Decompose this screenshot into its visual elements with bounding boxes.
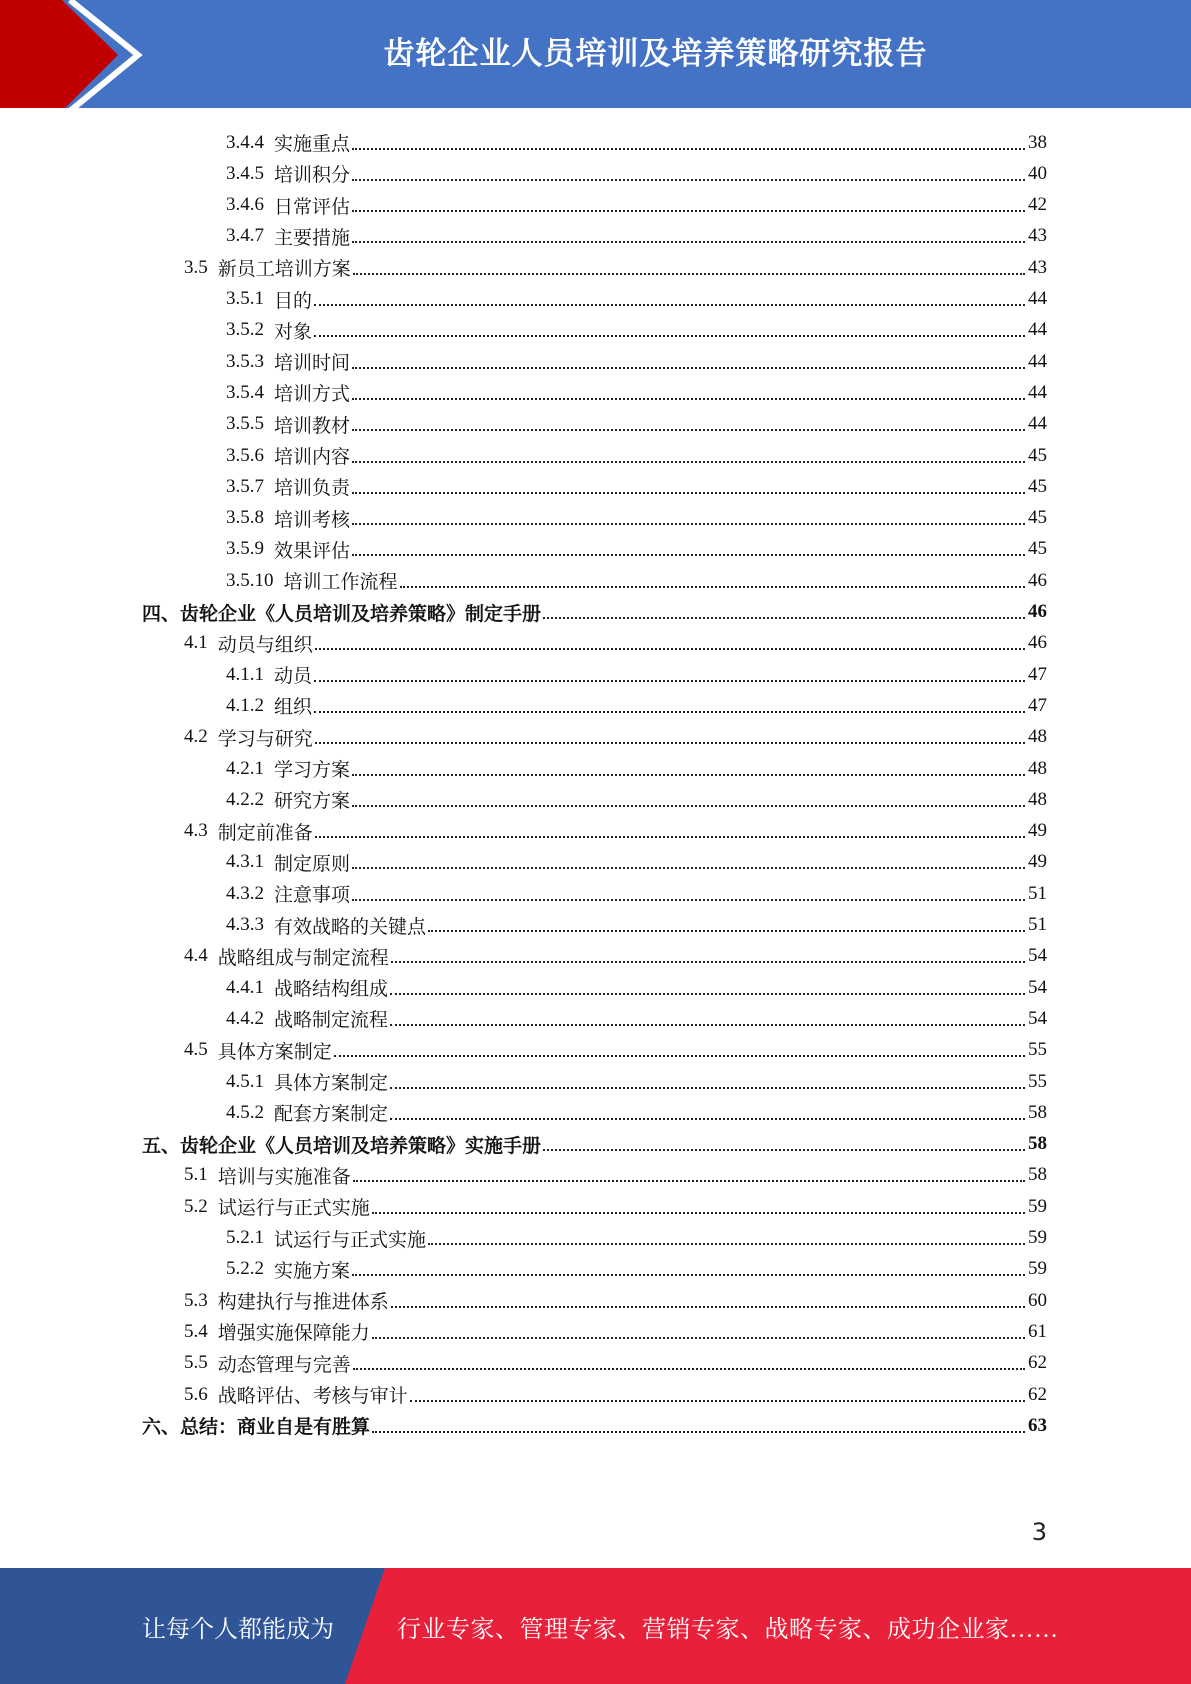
toc-entry-number: 5.4 [184,1320,208,1342]
toc-dot-leader [315,648,1025,650]
toc-entry-title: 培训方式 [274,384,351,406]
toc-entry-page: 49 [1028,851,1047,873]
toc-dot-leader [334,1055,1025,1057]
toc-dot-leader [352,179,1025,181]
toc-dot-leader [315,836,1025,838]
toc-entry-number: 5.2.1 [226,1227,264,1248]
toc-dot-leader [314,304,1025,306]
toc-entry-number: 4.3 [184,820,208,842]
toc-entry[interactable] [184,628,1047,659]
toc-dot-leader [352,554,1025,556]
toc-entry-title: 培训积分 [274,165,351,187]
toc-entry-title: 实施方案 [274,1260,351,1282]
toc-entry-page: 48 [1028,788,1047,810]
toc-entry-title: 组织 [274,697,313,719]
toc-entry-page: 61 [1028,1320,1047,1342]
toc-entry-number: 5.1 [184,1164,208,1186]
toc-entry-page: 44 [1028,350,1047,372]
toc-entry-page: 48 [1028,726,1047,748]
toc-entry-title: 培训与实施准备 [217,1166,351,1188]
toc-entry-number: 4.5 [184,1039,208,1061]
toc-entry-title: 实施重点 [274,134,351,155]
toc-entry-title: 培训时间 [274,353,351,375]
toc-entry-page: 49 [1028,820,1047,842]
toc-entry[interactable] [226,753,1047,784]
toc-dot-leader [372,1337,1025,1339]
toc-entry-number: 4.1 [184,632,208,654]
header-divider [0,108,1191,111]
toc-dot-leader [428,930,1025,932]
chevron-arrow-icon [0,0,150,111]
toc-entry[interactable] [226,158,1047,189]
toc-entry-page: 47 [1028,694,1047,716]
toc-entry[interactable] [226,847,1047,878]
toc-entry-title: 构建执行与推进体系 [217,1292,389,1314]
toc-entry[interactable] [226,565,1047,596]
toc-entry-page: 48 [1028,757,1047,779]
toc-entry-title: 学习方案 [274,760,351,781]
toc-dot-leader [352,867,1025,869]
toc-entry-number: 4.2 [184,726,208,748]
toc-entry[interactable] [226,659,1047,690]
toc-entry-title: 战略结构组成 [274,979,389,1001]
toc-entry-page: 54 [1028,976,1047,998]
toc-entry[interactable] [226,972,1047,1003]
toc-entry[interactable] [184,1379,1047,1410]
toc-dot-leader [314,335,1025,337]
toc-entry[interactable] [226,471,1047,502]
toc-entry-title: 具体方案制定 [274,1073,389,1094]
toc-entry-title: 学习与研究 [217,728,313,750]
toc-entry[interactable] [226,440,1047,471]
toc-entry-title: 目的 [274,290,313,312]
toc-entry[interactable] [142,597,1047,628]
toc-entry-number: 3.5.5 [226,413,264,435]
toc-dot-leader [353,1180,1025,1182]
toc-dot-leader [352,1274,1025,1276]
toc-dot-leader [353,1368,1025,1370]
toc-dot-leader [543,1149,1025,1151]
toc-dot-leader [352,899,1025,901]
toc-entry-title: 对象 [274,321,313,343]
toc-entry[interactable] [226,534,1047,565]
toc-entry-page: 63 [1028,1414,1047,1436]
toc-entry-title: 试运行与正式实施 [217,1198,370,1220]
toc-entry-page: 59 [1028,1195,1047,1217]
toc-dot-leader [372,1212,1025,1214]
toc-entry-title: 研究方案 [274,791,351,813]
toc-entry-number: 3.5.2 [226,319,264,341]
toc-dot-leader [353,273,1025,275]
toc-entry[interactable] [226,503,1047,534]
toc-entry[interactable] [184,941,1047,972]
toc-entry-page: 44 [1028,381,1047,403]
toc-dot-leader [314,711,1025,713]
toc-entry-number: 5.2.2 [226,1258,264,1280]
toc-entry[interactable] [184,1285,1047,1316]
toc-entry[interactable] [226,409,1047,440]
toc-entry[interactable] [184,252,1047,283]
toc-entry-number: 4.4 [184,945,208,967]
toc-entry-number: 4.3.2 [226,882,264,904]
toc-entry[interactable] [226,1003,1047,1034]
toc-entry-title: 主要措施 [274,227,351,249]
toc-dot-leader [352,398,1025,400]
toc-entry[interactable] [226,1254,1047,1285]
toc-dot-leader [352,461,1025,463]
toc-entry[interactable] [142,1410,1047,1441]
toc-entry-title: 培训工作流程 [283,572,398,594]
toc-entry-page: 47 [1028,663,1047,685]
toc-dot-leader [390,1118,1025,1120]
toc-entry-number: 3.4.6 [226,194,264,216]
toc-entry-page: 46 [1028,569,1047,591]
toc-entry-title: 新员工培训方案 [217,259,351,281]
toc-entry[interactable] [226,1066,1047,1097]
toc-entry-page: 46 [1028,601,1047,622]
toc-entry-number: 3.5.9 [226,538,264,560]
toc-entry-page: 59 [1028,1227,1047,1248]
toc-dot-leader [372,1431,1025,1433]
toc-entry-page: 45 [1028,538,1047,560]
toc-dot-leader [400,586,1025,588]
toc-entry-number: 3.5.7 [226,475,264,497]
toc-entry-number: 4.2.1 [226,757,264,779]
toc-entry-page: 60 [1028,1289,1047,1311]
toc-entry-title: 培训考核 [274,509,351,531]
toc-entry-number: 3.5.8 [226,507,264,529]
toc-entry[interactable] [226,315,1047,346]
toc-entry-title: 日常评估 [274,196,351,218]
toc-dot-leader [428,1243,1025,1245]
toc-entry[interactable] [226,878,1047,909]
toc-entry-title: 有效战略的关键点 [274,916,427,938]
toc-entry-page: 46 [1028,632,1047,654]
toc-entry[interactable] [226,346,1047,377]
toc-entry-number: 3.5.4 [226,381,264,403]
toc-entry[interactable] [226,190,1047,221]
toc-dot-leader [543,617,1025,619]
toc-dot-leader [390,1024,1025,1026]
toc-entry-number: 3.5 [184,256,208,278]
toc-entry-number: 3.4.5 [226,162,264,184]
toc-entry-title: 六、总结：商业自是有胜算 [142,1417,371,1439]
toc-entry-page: 51 [1028,914,1047,935]
toc-entry-number: 4.4.1 [226,976,264,998]
toc-entry-title: 战略组成与制定流程 [217,947,389,969]
toc-entry-page: 58 [1028,1101,1047,1123]
toc-entry-number: 4.5.2 [226,1101,264,1123]
toc-entry[interactable] [226,284,1047,315]
toc-entry-title: 注意事项 [274,885,351,907]
toc-entry[interactable] [226,127,1047,158]
toc-entry-number: 4.1.1 [226,663,264,685]
toc-dot-leader [352,241,1025,243]
toc-entry[interactable] [226,377,1047,408]
toc-entry-number: 4.3.3 [226,914,264,935]
toc-entry-number: 5.3 [184,1289,208,1311]
toc-entry-number: 4.4.2 [226,1007,264,1029]
toc-entry-number: 3.4.7 [226,225,264,247]
toc-entry-title: 四、齿轮企业《人员培训及培养策略》制定手册 [142,603,542,625]
toc-entry-page: 55 [1028,1039,1047,1061]
toc-entry-page: 58 [1028,1133,1047,1155]
toc-dot-leader [390,993,1025,995]
toc-dot-leader [352,367,1025,369]
toc-entry[interactable] [184,1316,1047,1347]
toc-entry-page: 45 [1028,444,1047,466]
toc-entry-page: 54 [1028,1007,1047,1029]
toc-dot-leader [391,961,1025,963]
toc-entry-title: 培训负责 [274,478,351,500]
toc-entry-page: 42 [1028,194,1047,216]
toc-dot-leader [314,680,1025,682]
toc-entry-page: 43 [1028,256,1047,278]
toc-entry-page: 62 [1028,1352,1047,1374]
toc-entry-title: 效果评估 [274,540,351,562]
toc-entry-page: 45 [1028,475,1047,497]
toc-entry-title: 动员与组织 [217,634,313,656]
toc-entry-number: 5.2 [184,1195,208,1217]
toc-entry-number: 4.3.1 [226,851,264,873]
toc-entry[interactable] [226,221,1047,252]
toc-dot-leader [315,742,1025,744]
toc-entry-number: 3.4.4 [226,131,264,153]
toc-entry-title: 制定前准备 [217,822,313,844]
toc-dot-leader [352,210,1025,212]
toc-entry[interactable] [226,1097,1047,1128]
toc-entry-number: 3.5.3 [226,350,264,372]
toc-entry-number: 5.6 [184,1383,208,1405]
toc-entry[interactable] [226,784,1047,815]
toc-entry-title: 试运行与正式实施 [274,1229,427,1251]
toc-entry-number: 4.2.2 [226,788,264,810]
toc-entry-number: 4.5.1 [226,1070,264,1092]
toc-entry-page: 44 [1028,413,1047,435]
toc-dot-leader [352,523,1025,525]
toc-entry-page: 54 [1028,945,1047,967]
toc-dot-leader [410,1400,1025,1402]
toc-entry[interactable] [184,1160,1047,1191]
toc-entry-page: 44 [1028,288,1047,309]
toc-entry[interactable] [226,690,1047,721]
report-title: 齿轮企业人员培训及培养策略研究报告 [383,35,928,72]
toc-entry[interactable] [142,1129,1047,1160]
toc-entry[interactable] [226,910,1047,941]
toc-entry-title: 具体方案制定 [217,1041,332,1063]
page-number: 3 [1031,1518,1047,1546]
toc-entry-page: 43 [1028,225,1047,247]
toc-entry-title: 培训教材 [274,415,351,437]
toc-dot-leader [352,492,1025,494]
toc-entry-page: 44 [1028,319,1047,341]
toc-entry[interactable] [184,722,1047,753]
toc-entry-page: 45 [1028,507,1047,529]
toc-dot-leader [390,1087,1025,1089]
toc-entry-title: 五、齿轮企业《人员培训及培养策略》实施手册 [142,1135,542,1157]
toc-entry-page: 62 [1028,1383,1047,1405]
toc-entry-title: 配套方案制定 [274,1104,389,1126]
toc-entry-title: 增强实施保障能力 [217,1323,370,1345]
toc-dot-leader [352,774,1025,776]
toc-dot-leader [352,429,1025,431]
toc-entry-number: 3.5.1 [226,288,264,309]
page-footer [0,1568,1191,1684]
toc-entry[interactable] [184,1191,1047,1222]
toc-entry-title: 制定原则 [274,853,351,875]
toc-dot-leader [352,148,1025,150]
toc-entry-page: 38 [1028,131,1047,153]
toc-entry[interactable] [184,1035,1047,1066]
toc-entry-number: 5.5 [184,1352,208,1374]
toc-entry-title: 战略制定流程 [274,1010,389,1032]
toc-dot-leader [352,805,1025,807]
toc-entry-page: 40 [1028,162,1047,184]
toc-entry-number: 3.5.6 [226,444,264,466]
page-header [0,0,1191,111]
footer-slogan-left: 让每个人都能成为 [142,1616,334,1643]
toc-entry-number: 3.5.10 [226,569,274,591]
toc-entry[interactable] [184,1348,1047,1379]
toc-entry-title: 培训内容 [274,447,351,468]
toc-entry[interactable] [184,816,1047,847]
toc-dot-leader [391,1306,1025,1308]
toc-entry-page: 51 [1028,882,1047,904]
toc-entry[interactable] [226,1223,1047,1254]
toc-entry-title: 战略评估、考核与审计 [217,1386,408,1407]
toc-entry-title: 动员 [274,666,313,688]
footer-slogan-right: 行业专家、管理专家、营销专家、战略专家、成功企业家…… [397,1616,1059,1643]
toc-entry-title: 动态管理与完善 [217,1354,351,1376]
toc-entry-page: 59 [1028,1258,1047,1280]
toc-entry-number: 4.1.2 [226,694,264,716]
toc-entry-page: 55 [1028,1070,1047,1092]
toc-entry-page: 58 [1028,1164,1047,1186]
